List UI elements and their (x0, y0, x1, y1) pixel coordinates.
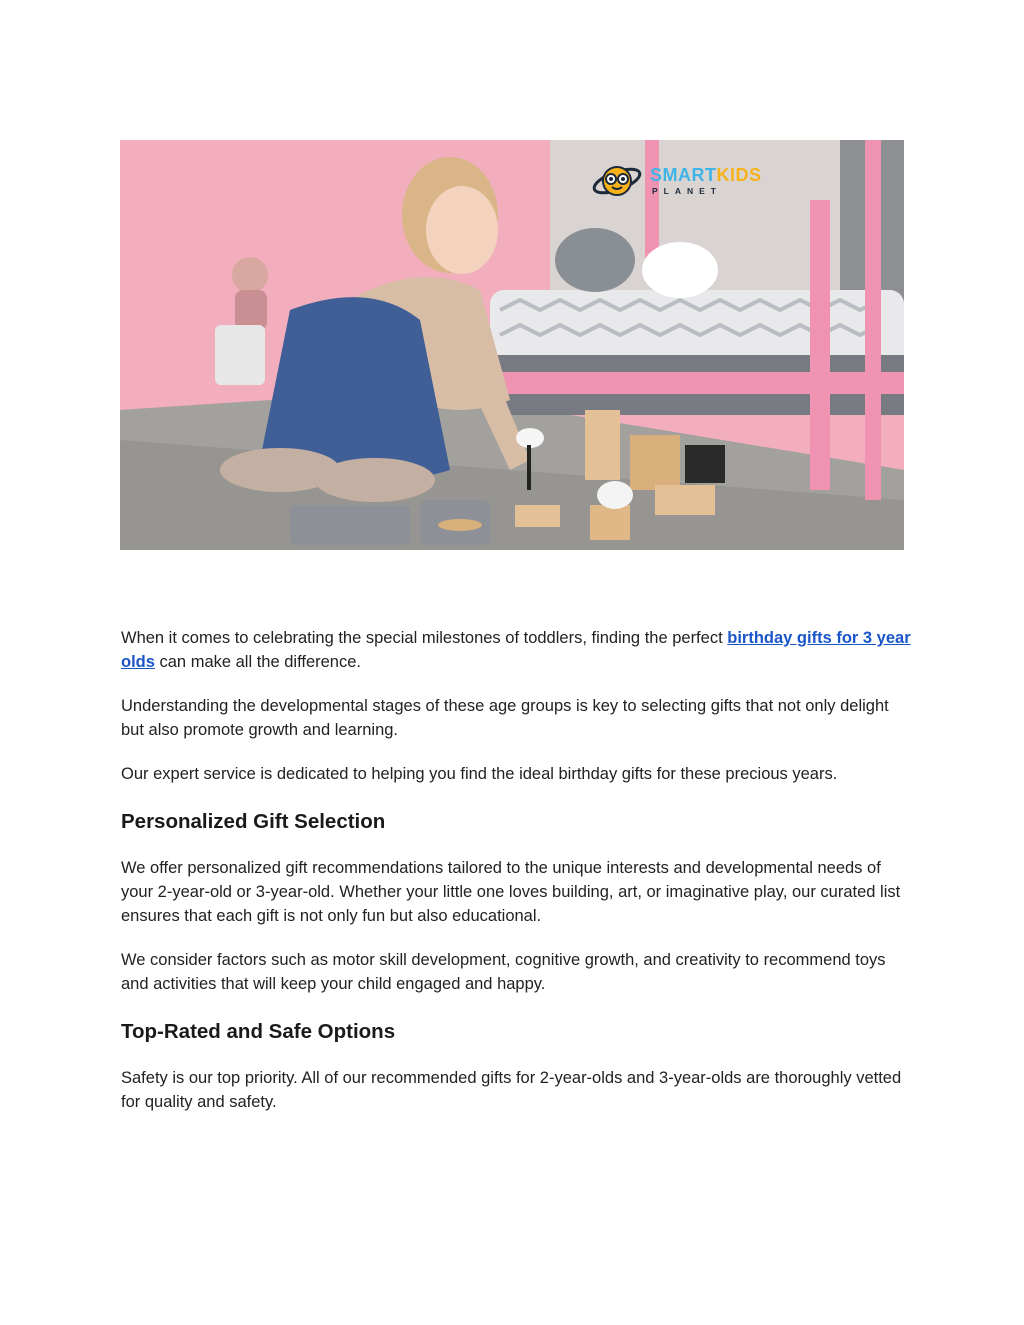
article-body (121, 626, 911, 1134)
safety-paragraph: Safety is our top priority. All of our recommended gifts for 2-year-olds and 3-year-olds are thoroughly vetted for quality and safety. (121, 1069, 902, 1111)
section-heading-personalized: Personalized Gift Selection (121, 810, 386, 833)
hero-photo-illustration (120, 140, 904, 550)
logo-word-planet: PLANET (652, 186, 722, 197)
brand-logo (592, 158, 762, 204)
expert-service-paragraph: Our expert service is dedicated to helping you find the ideal birthday gifts for these precious years. (121, 765, 838, 783)
factors-paragraph: We consider factors such as motor skill development, cognitive growth, and creativity to recommend toys and activities that will keep your child engaged and happy. (121, 951, 886, 993)
birthday-gifts-link[interactable]: birthday gifts for 3 year olds (121, 629, 911, 671)
personalized-recommendations-paragraph: We offer personalized gift recommendations tailored to the unique interests and developmental needs of your 2-year-old or 3-year-old. Whether your little one loves building, art, or imaginative play, our curated list ensures that each gift is not only fun but also educational. (121, 859, 901, 925)
intro-text-before-link: When it comes to celebrating the special milestones of toddlers, finding the perfect (121, 629, 728, 647)
planet-mascot-icon (592, 158, 642, 204)
intro-paragraph (121, 626, 911, 674)
intro-text-after-link: can make all the difference. (154, 653, 361, 671)
logo-word-kids: KIDS (716, 165, 762, 186)
section-heading-top-rated: Top-Rated and Safe Options (121, 1020, 396, 1043)
developmental-stages-paragraph: Understanding the developmental stages of these age groups is key to selecting gifts that not only delight but also promote growth and learning. (121, 697, 889, 739)
logo-word-smart: SMART (650, 165, 717, 186)
hero-image (120, 140, 904, 550)
